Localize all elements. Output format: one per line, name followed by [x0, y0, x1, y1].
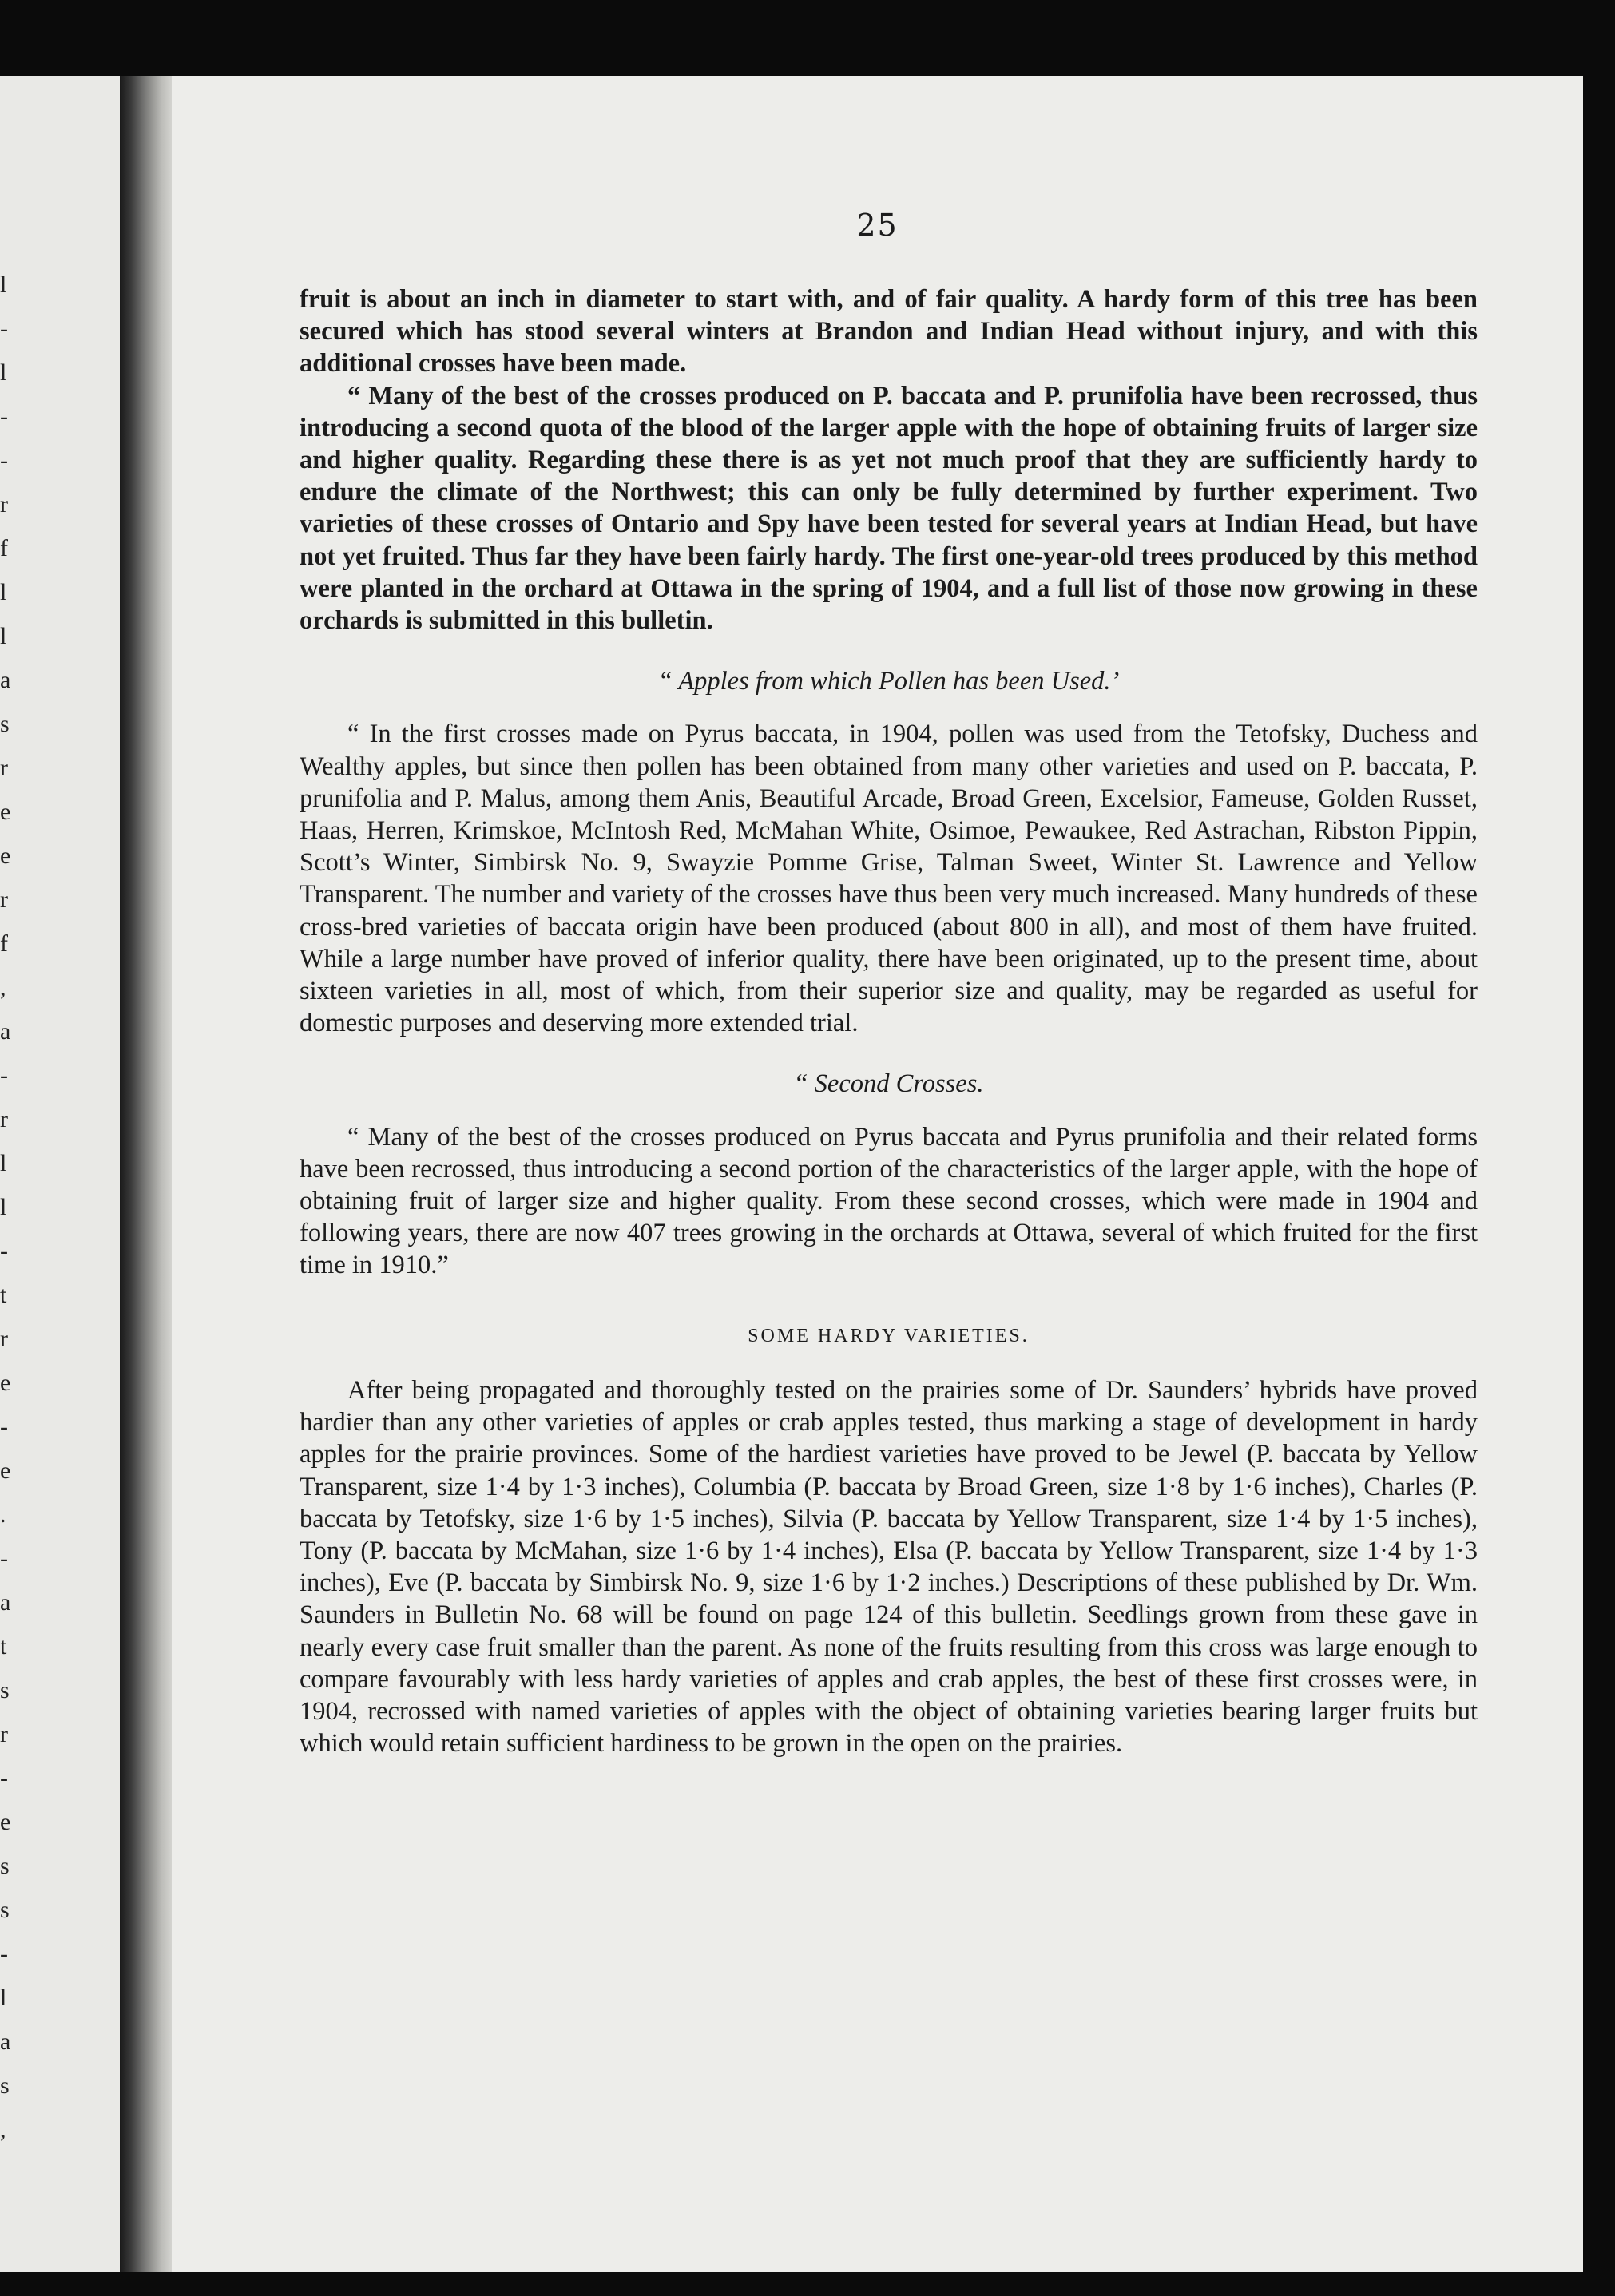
adjacent-page-mark: e [0, 843, 11, 869]
adjacent-page-mark: s [0, 1853, 10, 1879]
adjacent-page-mark: s [0, 711, 10, 737]
adjacent-page-edge [0, 76, 120, 2272]
page-number: 25 [856, 208, 899, 243]
adjacent-page-mark: e [0, 1457, 11, 1484]
adjacent-page-mark: l [0, 1985, 7, 2011]
adjacent-page-mark: l [0, 359, 7, 386]
adjacent-page-mark: - [0, 1414, 8, 1440]
adjacent-page-mark: a [0, 2028, 11, 2055]
adjacent-page-mark: s [0, 1677, 10, 1703]
adjacent-page-mark: f [0, 930, 8, 957]
paragraph-second-crosses: “ Many of the best of the crosses produced on Pyrus baccata and Pyrus prunifolia and their related forms have been recrossed, thus introducing a second portion of the characteristics of the larger apple, with the hope of obtaining fruit of larger size and higher quality. From these second crosses, which were made in 1904 and following years, there are now 407 trees growing in the orchards at Ottawa, several of which fruited for the first time in 1910.” [300, 1122, 1478, 1280]
heading-second-crosses: “ Second Crosses. [793, 1069, 984, 1099]
adjacent-page-mark: a [0, 1589, 11, 1616]
adjacent-page-mark: . [0, 1501, 6, 1528]
adjacent-page-mark: l [0, 623, 7, 649]
book-page [172, 76, 1583, 2272]
paragraph-hardy-varieties: After being propagated and thoroughly tested on the prairies some of Dr. Saunders’ hybrids have proved hardier than any other varieties of apples or crab apples tested, thus marking a stage of development in hardy apples for the prairie provinces. Some of the hardiest varieties have proved to be Jewel (P. baccata by Yellow Transparent, size 1·4 by 1·3 inches), Columbia (P. baccata by Broad Green, size 1·8 by 1·6 inches), Charles (P. baccata by Tetofsky, size 1·6 by 1·5 inches), Silvia (P. baccata by Yellow Transparent, size 1·4 by 1·5 inches), Tony (P. baccata by McMahan, size 1·6 by 1·4 inches), Elsa (P. baccata by Yellow Transparent, size 1·4 by 1·3 inches), Eve (P. baccata by Simbirsk No. 9, size 1·6 by 1·2 inches.) Descriptions of these published by Dr. Wm. Saunders in Bulletin No. 68 will be found on page 124 of this bulletin. Seedlings grown from these gave in nearly every case fruit smaller than the parent. As none of the fruits resulting from this cross was large enough to compare favourably with less hardy varieties of apples and crab apples, the best of these first crosses were, in 1904, recrossed with named varieties of apples with the object of obtaining varieties bearing larger fruits but which would retain sufficient hardiness to be grown in the open on the prairies. [300, 1375, 1478, 1759]
adjacent-page-mark: l [0, 1150, 7, 1176]
adjacent-page-mark: a [0, 667, 11, 693]
adjacent-page-mark: r [0, 491, 8, 517]
adjacent-page-mark: t [0, 1282, 7, 1308]
heading-some-hardy-varieties: SOME HARDY VARIETIES. [748, 1325, 1030, 1346]
adjacent-page-mark: - [0, 1545, 8, 1572]
page-body [300, 284, 1478, 1759]
adjacent-page-mark: - [0, 1238, 8, 1264]
adjacent-page-mark: e [0, 1370, 11, 1396]
adjacent-page-mark: l [0, 1194, 7, 1220]
book-gutter [120, 76, 176, 2272]
adjacent-page-mark: - [0, 447, 8, 474]
adjacent-page-mark: - [0, 1941, 8, 1967]
adjacent-page-mark: a [0, 1018, 11, 1045]
adjacent-page-mark: t [0, 1633, 7, 1660]
adjacent-page-mark: r [0, 1106, 8, 1132]
adjacent-page-mark: s [0, 1897, 10, 1923]
adjacent-page-mark: f [0, 535, 8, 561]
adjacent-page-mark: - [0, 315, 8, 342]
adjacent-page-mark: r [0, 886, 8, 913]
paragraph-continuation: fruit is about an inch in diameter to start with, and of fair quality. A hardy form of this tree has been secured which has stood several winters at Brandon and Indian Head without injury, and with this additional crosses have been made. [300, 285, 1478, 379]
adjacent-page-mark: l [0, 272, 7, 298]
adjacent-page-mark: , [0, 2116, 6, 2143]
adjacent-page-mark: e [0, 799, 11, 825]
adjacent-page-mark: - [0, 1765, 8, 1791]
adjacent-page-mark: l [0, 579, 7, 605]
adjacent-page-marks [0, 76, 16, 2272]
heading-apples-pollen: “ Apples from which Pollen has been Used.’ [657, 667, 1120, 696]
adjacent-page-mark: r [0, 755, 8, 781]
adjacent-page-mark: s [0, 2072, 10, 2099]
adjacent-page-mark: r [0, 1326, 8, 1352]
adjacent-page-mark: e [0, 1809, 11, 1835]
adjacent-page-mark: - [0, 1062, 8, 1089]
paragraph-pollen-varieties: “ In the first crosses made on Pyrus baccata, in 1904, pollen was used from the Tetofsky, Duchess and Wealthy apples, but since then pollen has been obtained from many other varieties and used on P. baccata, P. prunifolia and P. Malus, among them Anis, Beautiful Arcade, Broad Green, Excelsior, Fameuse, Golden Russet, Haas, Herren, Krimskoe, McIntosh Red, McMahan White, Osimoe, Pewaukee, Red Astrachan, Ribston Pippin, Scott’s Winter, Simbirsk No. 9, Swayzie Pomme Grise, Talman Sweet, Winter St. Lawrence and Yellow Transparent. The number and variety of the crosses have thus been very much increased. Many hundreds of these cross-bred varieties of baccata origin have been produced (about 800 in all), and most of them have fruited. While a large number have proved of inferior quality, there have been originated, up to the present time, about sixteen varieties in all, most of which, from their superior size and quality, may be regarded as useful for domestic purposes and deserving more extended trial. [300, 720, 1478, 1038]
adjacent-page-mark: , [0, 974, 6, 1001]
paragraph-second-crosses-quote: “ Many of the best of the crosses produced on P. baccata and P. prunifolia have been recrossed, thus introducing a second quota of the blood of the larger apple with the hope of obtaining fruits of larger size and higher quality. Regarding these there is as yet not much proof that they are sufficiently hardy to endure the climate of the Northwest; this can only be fully determined by further experiment. Two varieties of these crosses of Ontario and Spy have been tested for several years at Indian Head, but have not yet fruited. Thus far they have been fairly hardy. The first one-year-old trees produced by this method were planted in the orchard at Ottawa in the spring of 1904, and a full list of those now growing in these orchards is submitted in this bulletin. [300, 381, 1478, 636]
adjacent-page-mark: - [0, 403, 8, 430]
adjacent-page-mark: r [0, 1721, 8, 1747]
